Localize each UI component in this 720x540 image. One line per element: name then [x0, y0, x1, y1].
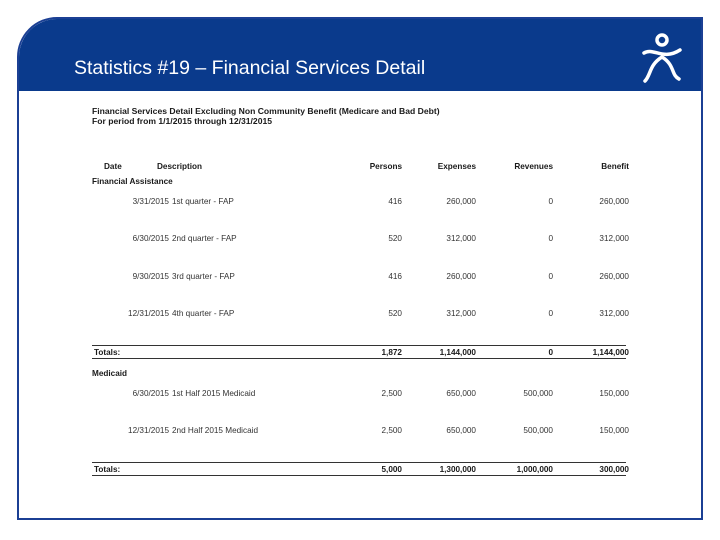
- row-revenues: 500,000: [523, 426, 553, 435]
- totals-revenues: 1,000,000: [516, 465, 553, 474]
- row-date: 12/31/2015: [128, 426, 169, 435]
- title-banner: [19, 19, 701, 91]
- totals-benefit: 1,144,000: [592, 348, 629, 357]
- row-persons: 2,500: [381, 426, 402, 435]
- stylized-figure-icon: [641, 31, 683, 83]
- row-date: 12/31/2015: [128, 309, 169, 318]
- row-persons: 416: [388, 272, 402, 281]
- row-revenues: 0: [548, 309, 553, 318]
- row-date: 6/30/2015: [132, 234, 169, 243]
- row-description: 1st quarter - FAP: [172, 197, 234, 206]
- row-revenues: 500,000: [523, 389, 553, 398]
- row-description: 2nd Half 2015 Medicaid: [172, 426, 259, 435]
- row-expenses: 312,000: [446, 309, 476, 318]
- row-benefit: 150,000: [599, 426, 629, 435]
- row-expenses: 650,000: [446, 426, 476, 435]
- totals-persons: 1,872: [381, 348, 402, 357]
- row-description: 3rd quarter - FAP: [172, 272, 235, 281]
- row-benefit: 260,000: [599, 272, 629, 281]
- column-header-date: Date: [104, 162, 122, 171]
- row-persons: 520: [388, 234, 402, 243]
- totals-divider: [92, 462, 626, 463]
- totals-revenues: 0: [548, 348, 553, 357]
- column-header-persons: Persons: [369, 162, 402, 171]
- report-heading: Financial Services Detail Excluding Non Community Benefit (Medicare and Bad Debt): [92, 106, 440, 116]
- row-expenses: 260,000: [446, 272, 476, 281]
- row-expenses: 312,000: [446, 234, 476, 243]
- column-header-description: Description: [157, 162, 203, 171]
- row-description: 1st Half 2015 Medicaid: [172, 389, 256, 398]
- totals-divider: [92, 345, 626, 346]
- row-persons: 520: [388, 309, 402, 318]
- row-persons: 416: [388, 197, 402, 206]
- row-benefit: 150,000: [599, 389, 629, 398]
- section-title: Financial Assistance: [92, 177, 173, 186]
- row-description: 2nd quarter - FAP: [172, 234, 237, 243]
- row-benefit: 312,000: [599, 309, 629, 318]
- row-description: 4th quarter - FAP: [172, 309, 235, 318]
- slide-title: Statistics #19 – Financial Services Detail: [74, 57, 426, 79]
- row-revenues: 0: [548, 272, 553, 281]
- report-period: For period from 1/1/2015 through 12/31/2015: [92, 116, 273, 126]
- totals-bottom-rule: [92, 475, 626, 476]
- section-title: Medicaid: [92, 369, 128, 378]
- totals-expenses: 1,144,000: [439, 348, 476, 357]
- row-expenses: 650,000: [446, 389, 476, 398]
- row-revenues: 0: [548, 234, 553, 243]
- row-benefit: 260,000: [599, 197, 629, 206]
- row-benefit: 312,000: [599, 234, 629, 243]
- row-date: 9/30/2015: [132, 272, 169, 281]
- totals-benefit: 300,000: [599, 465, 629, 474]
- column-header-expenses: Expenses: [437, 162, 476, 171]
- row-expenses: 260,000: [446, 197, 476, 206]
- row-date: 3/31/2015: [132, 197, 169, 206]
- totals-bottom-rule: [92, 358, 626, 359]
- row-date: 6/30/2015: [132, 389, 169, 398]
- row-revenues: 0: [548, 197, 553, 206]
- totals-label: Totals:: [94, 465, 121, 474]
- column-header-benefit: Benefit: [601, 162, 629, 171]
- row-persons: 2,500: [381, 389, 402, 398]
- totals-label: Totals:: [94, 348, 121, 357]
- slide: [17, 17, 703, 520]
- totals-persons: 5,000: [381, 465, 402, 474]
- column-header-revenues: Revenues: [514, 162, 553, 171]
- totals-expenses: 1,300,000: [439, 465, 476, 474]
